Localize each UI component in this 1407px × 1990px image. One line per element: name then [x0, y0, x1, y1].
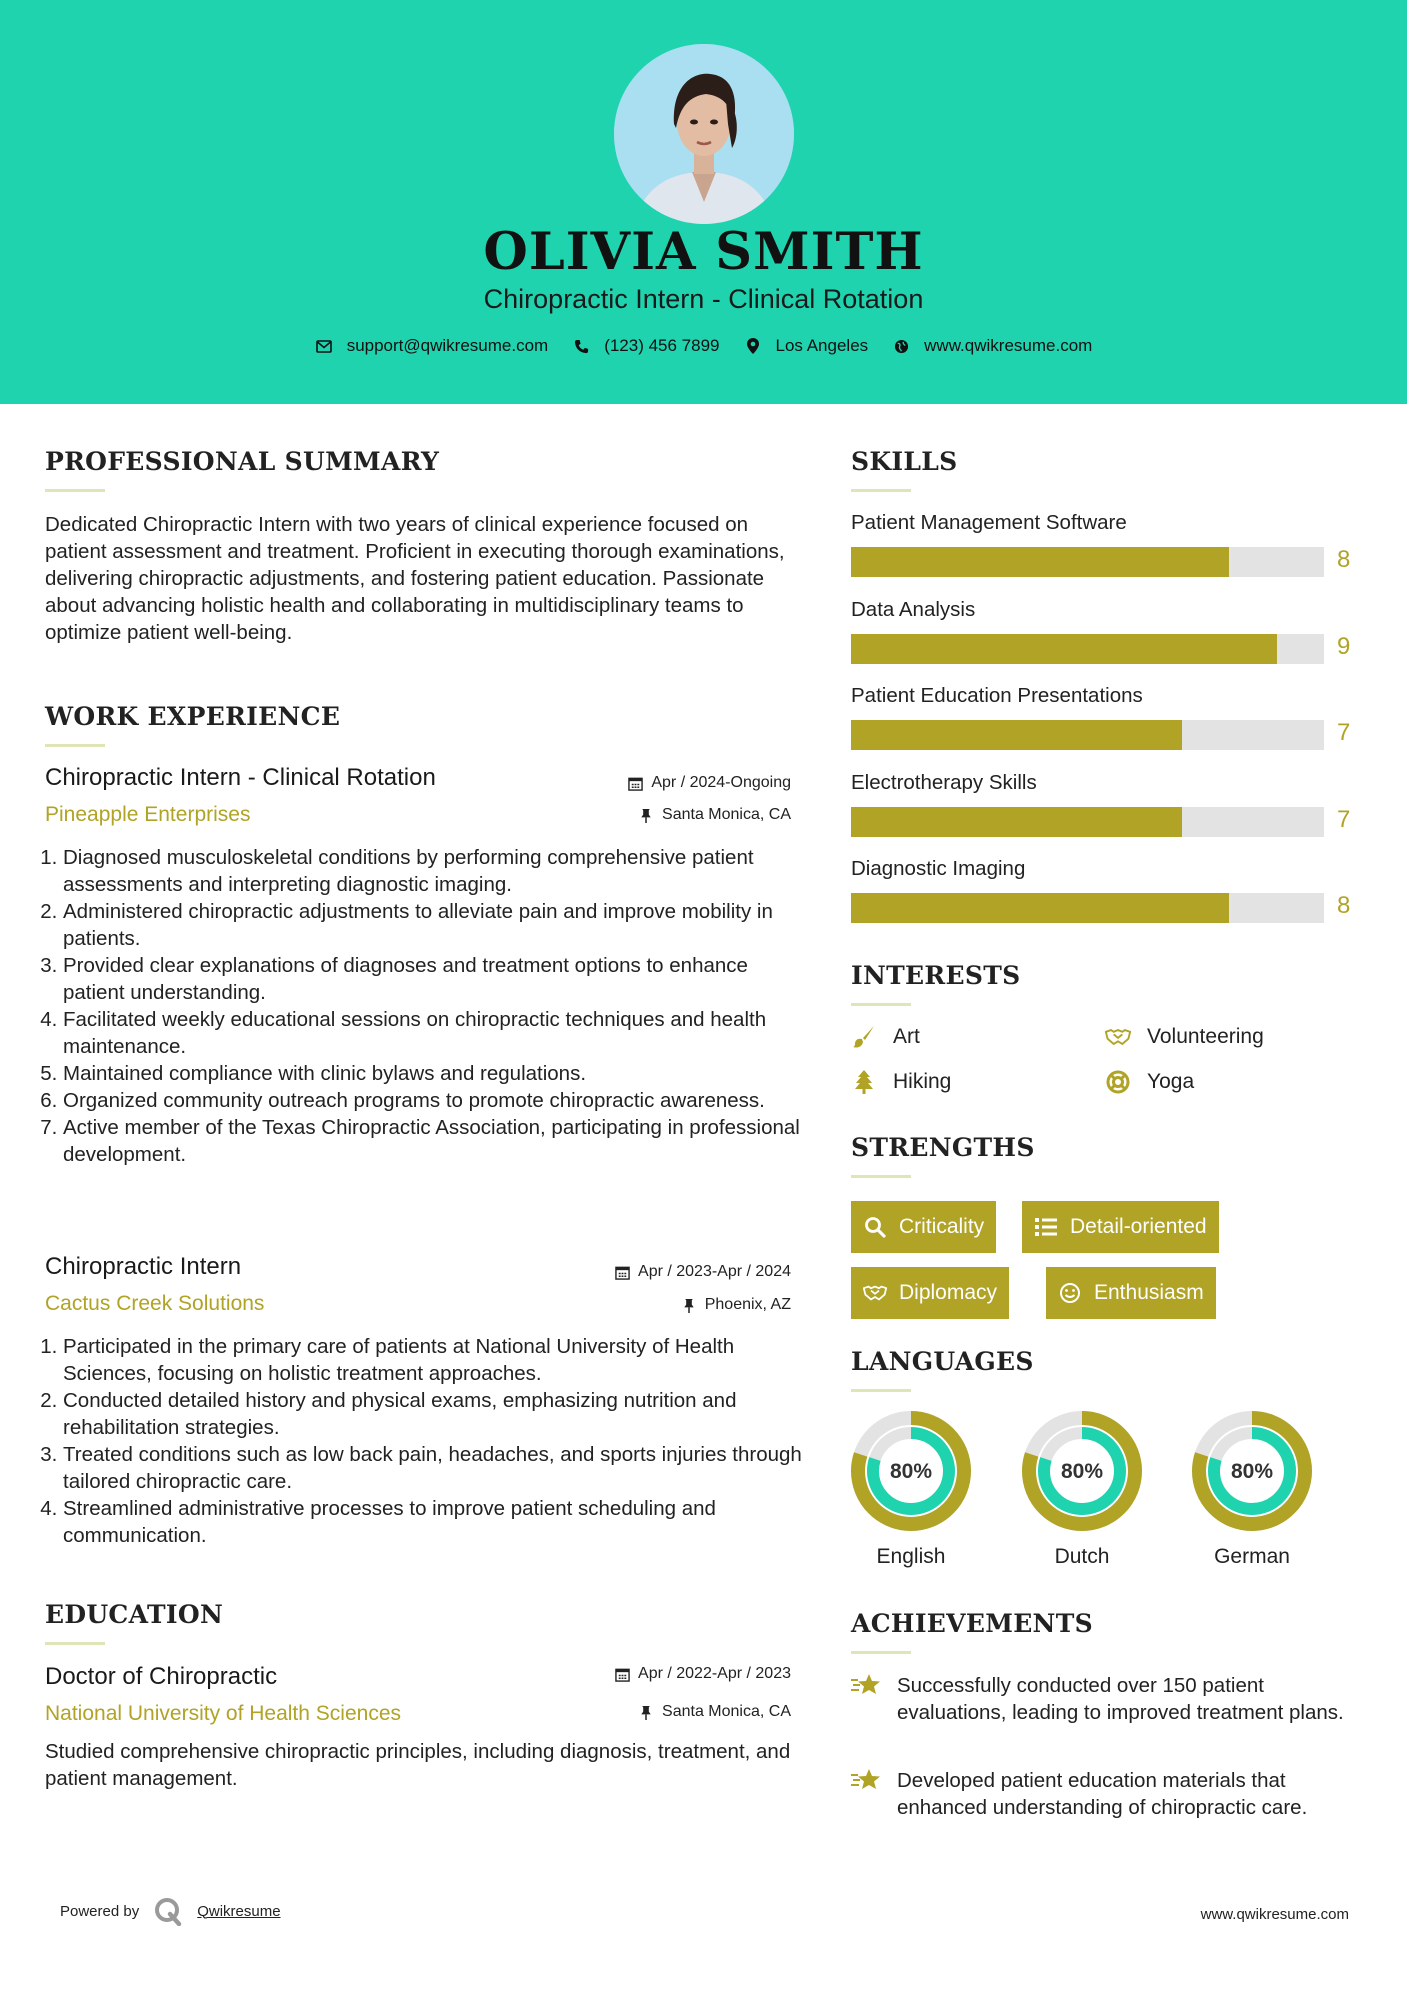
- footer-website[interactable]: www.qwikresume.com: [1200, 1906, 1349, 1923]
- education-text: Studied comprehensive chiropractic principles, including diagnosis, treatment, and patient management.: [45, 1740, 791, 1790]
- lifebuoy-icon: [1105, 1069, 1131, 1095]
- envelope-icon: [315, 337, 333, 355]
- strength-badge: [1046, 1267, 1216, 1319]
- list-item: 3. Treated conditions such as low back pain, headaches, and sports injuries through tailored chiropractic care.: [63, 1441, 805, 1495]
- list-item: 7. Active member of the Texas Chiropractic Association, participating in professional development.: [63, 1114, 805, 1168]
- job-company: Pineapple Enterprises: [45, 803, 251, 826]
- shooting-star-icon: [851, 1672, 881, 1702]
- interest-item: [1105, 1069, 1194, 1095]
- language-ring: [1021, 1410, 1143, 1532]
- education-location-text: Santa Monica, CA: [662, 1703, 791, 1720]
- school-name: National University of Health Sciences: [45, 1702, 401, 1725]
- interest-item: [851, 1069, 951, 1095]
- skill-name: Electrotherapy Skills: [851, 770, 1037, 794]
- language-name: German: [1214, 1545, 1290, 1568]
- pushpin-icon: [681, 1297, 697, 1313]
- smile-icon: [1058, 1281, 1082, 1305]
- job-date-text: Apr / 2023-Apr / 2024: [638, 1263, 791, 1280]
- achievement-text: Developed patient education materials that enhanced understanding of chiropractic care.: [897, 1769, 1308, 1819]
- achievement-item: [851, 1767, 1371, 1821]
- education-underline: [45, 1642, 105, 1645]
- skill-rating: 9: [1337, 632, 1351, 660]
- skill-rating: 7: [1337, 805, 1351, 833]
- list-item: 6. Organized community outreach programs to promote chiropractic awareness.: [63, 1087, 805, 1114]
- strength-badge: [851, 1267, 1009, 1319]
- skill-name: Data Analysis: [851, 597, 976, 621]
- job-company: Cactus Creek Solutions: [45, 1292, 265, 1315]
- experience-heading: WORK EXPERIENCE: [45, 702, 341, 731]
- footer-powered-by: [60, 1896, 281, 1926]
- education-location: [560, 1703, 791, 1721]
- interest-label: Art: [893, 1025, 920, 1048]
- skill-bar-track: [851, 720, 1324, 750]
- strength-badge: [1022, 1201, 1219, 1253]
- interest-item: [851, 1024, 920, 1050]
- summary-text: Dedicated Chiropractic Intern with two years of clinical experience focused on patient assessment and treatment. Proficient in executing thorough examinations, delivering chiropractic adjustments, and fostering patient education. Passionate about advancing holistic health and collaborating in multidisciplinary teams to optimize patient well-being.: [45, 513, 785, 644]
- job-date-text: Apr / 2024-Ongoing: [651, 774, 791, 791]
- contact-website-text: www.qwikresume.com: [924, 336, 1093, 355]
- phone-icon: [572, 337, 590, 355]
- skill-rating: 8: [1337, 892, 1351, 919]
- contact-website[interactable]: [892, 336, 1092, 356]
- strengths-heading: STRENGTHS: [851, 1133, 1035, 1162]
- powered-by-label: Powered by: [60, 1902, 140, 1920]
- list-item: 2. Administered chiropractic adjustments to alleviate pain and improve mobility in patients.: [63, 898, 805, 952]
- tree-icon: [851, 1069, 877, 1095]
- search-icon: [863, 1215, 887, 1239]
- skill-name: Diagnostic Imaging: [851, 857, 1026, 880]
- skills-heading: SKILLS: [851, 447, 958, 476]
- skill-bar-fill: [851, 893, 1229, 923]
- interests-heading: INTERESTS: [851, 961, 1021, 990]
- summary-underline: [45, 489, 105, 492]
- shooting-star-icon: [851, 1767, 881, 1797]
- languages-underline: [851, 1389, 911, 1392]
- contact-phone-text: (123) 456 7899: [604, 336, 720, 355]
- skill-bar-track: [851, 893, 1324, 923]
- list-item: 2. Conducted detailed history and physical exams, emphasizing nutrition and rehabilitation strategies.: [63, 1387, 805, 1441]
- header-banner: [0, 0, 1407, 404]
- pushpin-icon: [638, 807, 654, 823]
- strength-label: Enthusiasm: [1094, 1281, 1204, 1304]
- strength-badge: [851, 1201, 996, 1253]
- list-item: 3. Provided clear explanations of diagnoses and treatment options to enhance patient understanding.: [63, 952, 805, 1006]
- handshake-icon: [863, 1281, 887, 1305]
- summary-heading: PROFESSIONAL SUMMARY: [45, 447, 440, 476]
- skill-rating: 7: [1337, 719, 1351, 746]
- globe-icon: [892, 337, 910, 355]
- achievements-heading: ACHIEVEMENTS: [851, 1609, 1093, 1638]
- language-name: Dutch: [1054, 1545, 1110, 1568]
- list-item: 4. Facilitated weekly educational sessions on chiropractic techniques and health maintenance.: [63, 1006, 805, 1060]
- job-date: [560, 774, 791, 792]
- job-location: [560, 1296, 791, 1314]
- language-percent-label: 80%: [889, 1460, 933, 1483]
- skills-underline: [851, 489, 911, 492]
- achievement-text: Successfully conducted over 150 patient evaluations, leading to improved treatment plans.: [897, 1674, 1344, 1724]
- interest-item: [1105, 1024, 1264, 1050]
- language-ring: [1191, 1410, 1313, 1532]
- skill-bar-track: [851, 634, 1324, 664]
- calendar-icon: [614, 1264, 630, 1280]
- interest-label: Volunteering: [1147, 1025, 1264, 1048]
- achievement-item: [851, 1672, 1371, 1726]
- education-date-text: Apr / 2022-Apr / 2023: [638, 1665, 791, 1682]
- language-donut: [1021, 1410, 1143, 1532]
- qwikresume-link[interactable]: Qwikresume: [197, 1902, 281, 1920]
- strength-label: Detail-oriented: [1070, 1215, 1207, 1238]
- job-bullets: [45, 844, 805, 1168]
- languages-heading: LANGUAGES: [851, 1347, 1034, 1376]
- list-icon: [1034, 1215, 1058, 1239]
- contact-email[interactable]: [315, 336, 549, 356]
- map-pin-icon: [744, 337, 762, 355]
- calendar-icon: [614, 1666, 630, 1682]
- list-item: 1. Participated in the primary care of patients at National University of Health Sciences, focusing on holistic treatment approaches.: [63, 1333, 805, 1387]
- skill-bar-fill: [851, 807, 1182, 837]
- contact-location: [744, 336, 869, 356]
- skill-bar-track: [851, 547, 1324, 577]
- contact-phone[interactable]: [572, 336, 719, 356]
- skill-name: Patient Management Software: [851, 511, 1127, 534]
- language-percent-label: 80%: [1230, 1460, 1274, 1483]
- list-item: 1. Diagnosed musculoskeletal conditions by performing comprehensive patient assessments and interpreting diagnostic imaging.: [63, 844, 805, 898]
- list-item: 5. Maintained compliance with clinic bylaws and regulations.: [63, 1060, 805, 1087]
- interest-label: Yoga: [1147, 1070, 1195, 1093]
- skill-rating: 8: [1337, 546, 1351, 573]
- candidate-role: Chiropractic Intern - Clinical Rotation: [483, 284, 924, 314]
- interests-underline: [851, 1003, 911, 1006]
- job-title: Chiropractic Intern: [45, 1253, 242, 1280]
- achievements-underline: [851, 1651, 911, 1654]
- job-bullets: [45, 1333, 805, 1549]
- interest-label: Hiking: [893, 1070, 952, 1093]
- strength-label: Diplomacy: [899, 1281, 998, 1304]
- contact-bar: [0, 336, 1407, 356]
- skill-bar-track: [851, 807, 1324, 837]
- job-title: Chiropractic Intern - Clinical Rotation: [45, 764, 436, 791]
- job-location-text: Santa Monica, CA: [662, 806, 791, 823]
- candidate-name: OLIVIA SMITH: [483, 222, 924, 282]
- job-location: [560, 806, 791, 824]
- language-ring: [850, 1410, 972, 1532]
- contact-email-text: support@qwikresume.com: [346, 336, 549, 355]
- strengths-underline: [851, 1175, 911, 1178]
- education-heading: EDUCATION: [45, 1600, 224, 1629]
- job-date: [540, 1263, 791, 1281]
- language-donut: [1191, 1410, 1313, 1532]
- job-location-text: Phoenix, AZ: [704, 1296, 791, 1313]
- experience-underline: [45, 744, 105, 747]
- degree-title: Doctor of Chiropractic: [45, 1663, 278, 1690]
- skill-bar-fill: [851, 634, 1277, 664]
- strength-label: Criticality: [899, 1215, 985, 1238]
- calendar-icon: [627, 775, 643, 791]
- education-date: [540, 1665, 791, 1683]
- contact-location-text: Los Angeles: [775, 336, 869, 355]
- skill-name: Patient Education Presentations: [851, 684, 1143, 707]
- language-percent-label: 80%: [1060, 1460, 1104, 1483]
- language-donut: [850, 1410, 972, 1532]
- pushpin-icon: [638, 1704, 654, 1720]
- profile-photo: [614, 44, 794, 224]
- list-item: 4. Streamlined administrative processes to improve patient scheduling and communication.: [63, 1495, 805, 1549]
- language-name: English: [876, 1545, 946, 1568]
- qwikresume-logo-icon: [153, 1896, 183, 1926]
- skill-bar-fill: [851, 720, 1182, 750]
- paintbrush-icon: [851, 1024, 877, 1050]
- skill-bar-fill: [851, 547, 1229, 577]
- handshake-icon: [1105, 1024, 1131, 1050]
